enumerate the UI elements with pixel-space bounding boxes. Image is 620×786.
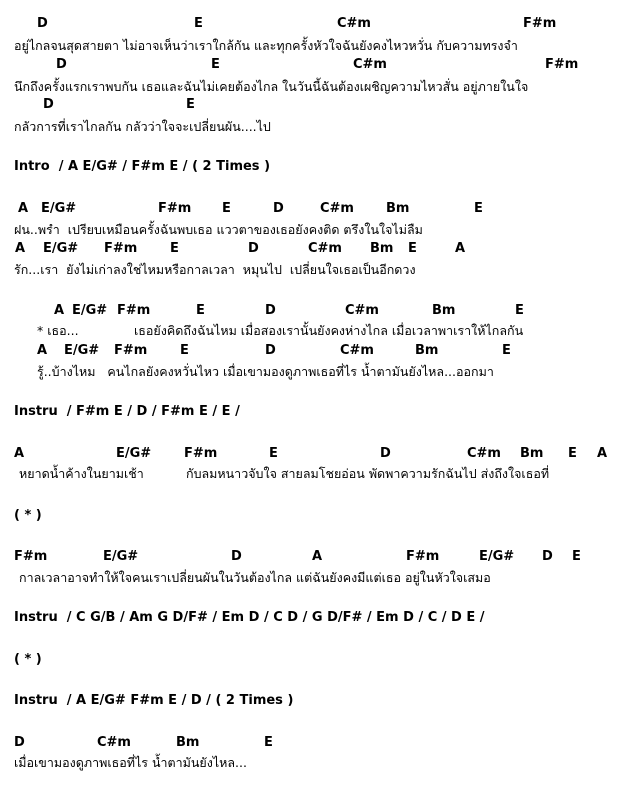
chord-symbol: C#m	[97, 735, 131, 750]
lyric-text: อยู่ไกลจนสุดสายตา ไม่อาจเห็นว่าเราใกล้กัน และทุกครั้งหัวใจฉันยังคงไหวหวั่น กับความทรงจำ	[14, 38, 518, 53]
section-heading	[0, 652, 620, 672]
chord-line	[0, 57, 620, 77]
chord-symbol: A	[312, 549, 323, 564]
chord-symbol: E	[515, 303, 524, 318]
chord-symbol: F#m	[158, 201, 192, 216]
chord-symbol: E	[408, 241, 417, 256]
lyric-text: รัก...เรา ยังไม่เก่าลงใช่ไหมหรือกาลเวลา หมุนไป เปลี่ยนใจเธอเป็นอีกดวง	[14, 262, 416, 277]
chord-symbol: F#m	[406, 549, 440, 564]
heading-text: Instru / C G/B / Am G D/F# / Em D / C D / G D/F# / Em D / C / D E /	[14, 610, 485, 625]
chord-symbol: C#m	[467, 446, 501, 461]
chord-line	[0, 97, 620, 117]
chord-symbol: Bm	[432, 303, 456, 318]
chord-symbol: E	[186, 97, 195, 112]
section-heading	[0, 159, 620, 179]
chord-line	[0, 446, 620, 466]
lyric-line	[0, 364, 620, 384]
chord-symbol: F#m	[545, 57, 579, 72]
heading-text: Instru / F#m E / D / F#m E / E /	[14, 404, 240, 419]
lyric-text: * เธอ...	[37, 323, 79, 338]
chord-symbol: D	[14, 735, 25, 750]
chord-symbol: E	[196, 303, 205, 318]
lyric-text: เธอยังคิดถึงฉันไหม เมื่อสองเรานั้นยังคงห่างไกล เมื่อเวลาพาเราให้ไกลกัน	[134, 323, 524, 338]
chord-symbol: E	[211, 57, 220, 72]
chord-symbol: A	[18, 201, 29, 216]
chord-symbol: A	[597, 446, 608, 461]
chord-symbol: E	[474, 201, 483, 216]
chord-symbol: D	[37, 16, 48, 31]
chord-symbol: D	[273, 201, 284, 216]
chord-symbol: C#m	[353, 57, 387, 72]
chord-symbol: A	[14, 446, 25, 461]
chord-symbol: E/G#	[103, 549, 139, 564]
lyric-text: นึกถึงครั้งแรกเราพบกัน เธอและฉันไม่เคยต้องไกล ในวันนี้ฉันต้องเผชิญความไหวสั่น อยู่ภายในใจ	[14, 79, 529, 94]
lyric-line	[0, 38, 620, 58]
heading-text: ( * )	[14, 508, 42, 523]
chord-symbol: E/G#	[64, 343, 100, 358]
chord-symbol: Bm	[415, 343, 439, 358]
chord-symbol: D	[43, 97, 54, 112]
chord-symbol: C#m	[340, 343, 374, 358]
heading-text: ( * )	[14, 652, 42, 667]
chord-symbol: C#m	[320, 201, 354, 216]
chord-symbol: D	[542, 549, 553, 564]
lyric-line	[0, 466, 620, 486]
section-heading	[0, 404, 620, 424]
chord-symbol: E	[194, 16, 203, 31]
chord-symbol: E/G#	[116, 446, 152, 461]
chord-symbol: E/G#	[43, 241, 79, 256]
lyric-text: เมื่อเขามองดูภาพเธอที่ไร น้ำตามันยังไหล...	[14, 755, 247, 770]
chord-symbol: F#m	[117, 303, 151, 318]
chord-symbol: C#m	[345, 303, 379, 318]
chord-symbol: F#m	[184, 446, 218, 461]
lyric-line	[0, 79, 620, 99]
chord-symbol: A	[54, 303, 65, 318]
chord-symbol: E/G#	[479, 549, 515, 564]
chord-symbol: E	[180, 343, 189, 358]
chord-symbol: Bm	[386, 201, 410, 216]
lyric-text: กลัวการที่เราไกลกัน กลัวว่าใจจะเปลี่ยนผัน....ไป	[14, 119, 271, 134]
lyric-line	[0, 755, 620, 775]
chord-symbol: E	[502, 343, 511, 358]
chord-symbol: A	[37, 343, 48, 358]
chord-symbol: D	[265, 343, 276, 358]
chord-symbol: Bm	[176, 735, 200, 750]
heading-text: Intro / A E/G# / F#m E / ( 2 Times )	[14, 159, 271, 174]
chord-symbol: E	[264, 735, 273, 750]
chord-symbol: E	[572, 549, 581, 564]
section-heading	[0, 693, 620, 713]
chord-symbol: E/G#	[41, 201, 77, 216]
lyric-text: รู้..บ้างไหม คนไกลยังคงหวั่นไหว เมื่อเขามองดูภาพเธอที่ไร น้ำตามันยังไหล...ออกมา	[37, 364, 494, 379]
chord-symbol: C#m	[337, 16, 371, 31]
chord-symbol: E	[170, 241, 179, 256]
lyric-line	[0, 119, 620, 139]
heading-text: Instru / A E/G# F#m E / D / ( 2 Times )	[14, 693, 294, 708]
chord-symbol: F#m	[14, 549, 48, 564]
lyric-text: ฝน..พรำ เปรียบเหมือนครั้งฉันพบเธอ แววตาของเธอยังคงติด ตรึงในใจไม่ลืม	[14, 222, 423, 237]
chord-symbol: F#m	[104, 241, 138, 256]
chord-line	[0, 16, 620, 36]
chord-symbol: D	[265, 303, 276, 318]
section-heading	[0, 610, 620, 630]
lyric-text: กับลมหนาวจับใจ สายลมโชยอ่อน พัดพาความรักฉันไป ส่งถึงใจเธอที่	[186, 466, 550, 481]
chord-symbol: E	[269, 446, 278, 461]
lyric-text: หยาดน้ำค้างในยามเช้า	[19, 466, 144, 481]
chord-line	[0, 343, 620, 363]
chord-symbol: Bm	[520, 446, 544, 461]
lyric-line	[0, 323, 620, 343]
chord-symbol: D	[56, 57, 67, 72]
chord-symbol: F#m	[523, 16, 557, 31]
chord-line	[0, 303, 620, 323]
lyric-line	[0, 222, 620, 242]
lyric-text: กาลเวลาอาจทำให้ใจคนเราเปลี่ยนผันในวันต้องไกล แต่ฉันยังคงมีแต่เธอ อยู่ในหัวใจเสมอ	[19, 570, 491, 585]
chord-line	[0, 201, 620, 221]
chord-symbol: E/G#	[72, 303, 108, 318]
chord-line	[0, 549, 620, 569]
lyric-line	[0, 570, 620, 590]
chord-symbol: E	[568, 446, 577, 461]
chord-symbol: D	[248, 241, 259, 256]
chord-symbol: D	[231, 549, 242, 564]
lyric-line	[0, 262, 620, 282]
section-heading	[0, 508, 620, 528]
chord-symbol: E	[222, 201, 231, 216]
chord-symbol: C#m	[308, 241, 342, 256]
chord-symbol: F#m	[114, 343, 148, 358]
chord-symbol: Bm	[370, 241, 394, 256]
chord-symbol: A	[15, 241, 26, 256]
chord-line	[0, 241, 620, 261]
chord-line	[0, 735, 620, 755]
chord-symbol: D	[380, 446, 391, 461]
chord-symbol: A	[455, 241, 466, 256]
